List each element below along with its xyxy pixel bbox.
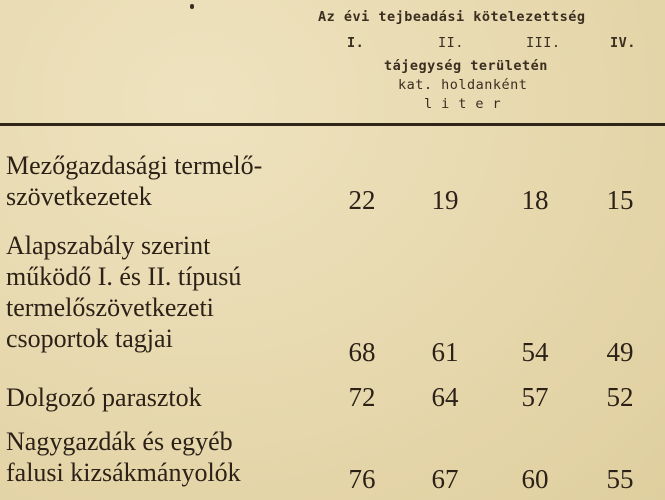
header-rule xyxy=(0,123,665,126)
region-label-4: IV. xyxy=(610,35,636,51)
header-unit: liter xyxy=(424,96,510,112)
row-label-line: működő I. és II. típusú xyxy=(6,262,242,291)
row-label-line: termelőszövetkezeti xyxy=(6,293,214,322)
row-label-line: falusi kizsákmányolók xyxy=(6,458,241,487)
cell-value: 61 xyxy=(431,337,459,367)
cell-value: 54 xyxy=(521,337,549,367)
cell-value: 57 xyxy=(521,382,549,412)
row-label-line: Mezőgazdasági termelő- xyxy=(6,151,263,180)
row-label-line: Dolgozó parasztok xyxy=(6,383,202,412)
cell-value: 55 xyxy=(606,464,634,494)
row-label xyxy=(6,150,262,212)
row-label-line: Alapszabály szerint xyxy=(6,231,211,260)
cell-value: 52 xyxy=(606,382,634,412)
row-label xyxy=(6,230,241,354)
header-line-3: kat. holdanként xyxy=(398,77,528,93)
cell-value: 22 xyxy=(348,185,376,215)
cell-value: 49 xyxy=(606,337,634,367)
row-label-line: Nagygazdák és egyéb xyxy=(6,427,233,456)
cell-value: 60 xyxy=(521,464,549,494)
cell-value: 68 xyxy=(348,337,376,367)
header-title: Az évi tejbeadási kötelezettség xyxy=(318,9,586,25)
row-label-line: szövetkezetek xyxy=(6,182,152,211)
region-label-2: II. xyxy=(438,35,464,51)
cell-value: 18 xyxy=(521,185,549,215)
cell-value: 72 xyxy=(348,382,376,412)
cell-value: 67 xyxy=(431,464,459,494)
cell-value: 64 xyxy=(431,382,459,412)
cell-value: 19 xyxy=(431,185,459,215)
row-label xyxy=(6,382,202,413)
header-line-2: tájegység területén xyxy=(384,58,548,74)
row-label-line: csoportok tagjai xyxy=(6,324,173,353)
row-label xyxy=(6,426,241,488)
cell-value: 15 xyxy=(606,185,634,215)
region-label-1: I. xyxy=(347,35,365,51)
cell-value: 76 xyxy=(348,464,376,494)
ink-dot xyxy=(190,4,194,9)
region-label-3: III. xyxy=(526,35,561,51)
